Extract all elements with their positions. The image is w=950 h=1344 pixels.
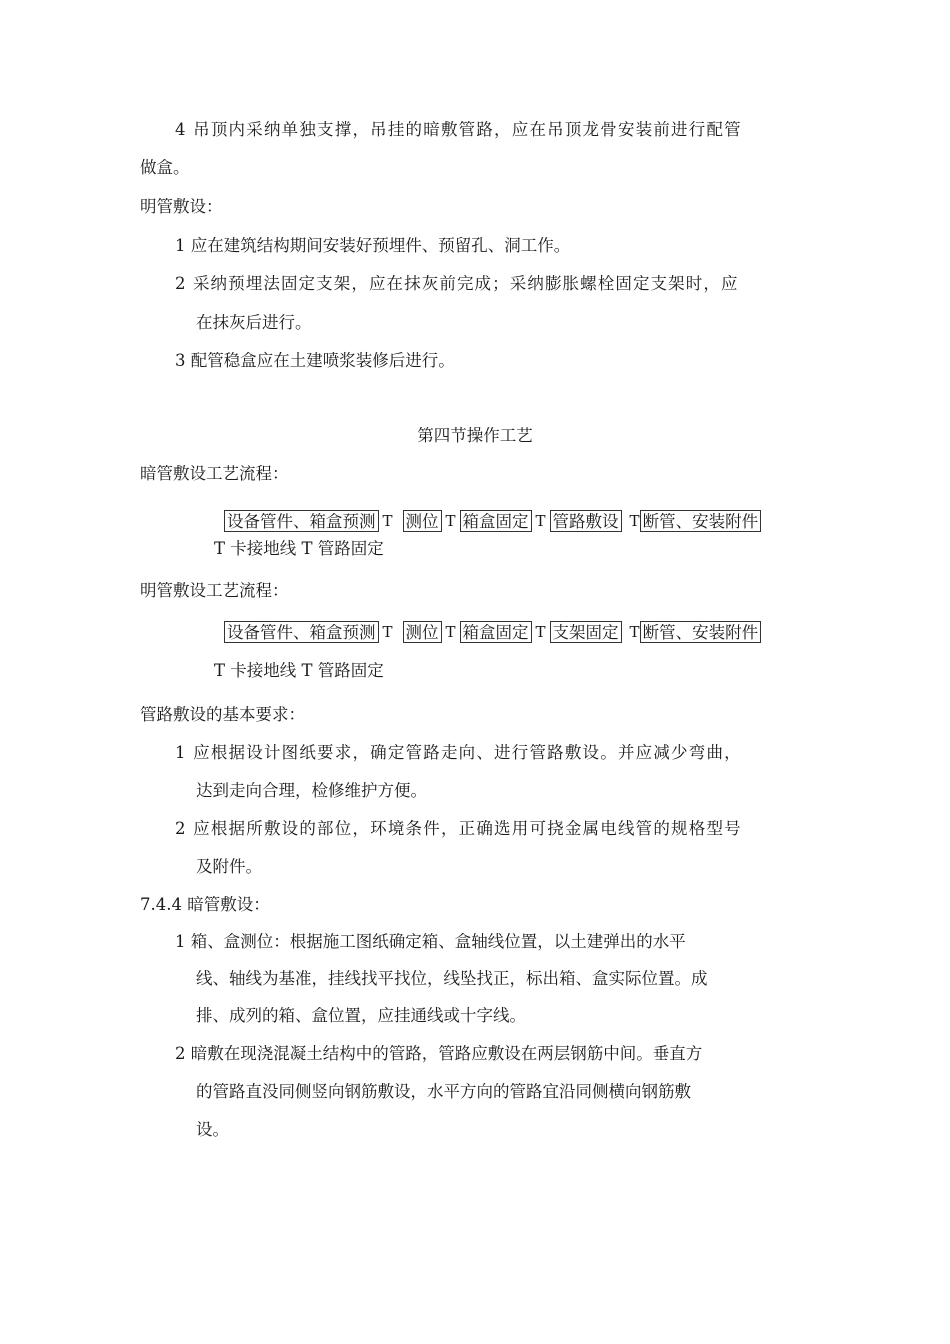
flow-step: 设备管件、箱盒预测 (224, 510, 379, 532)
flow-title: 明管敷设工艺流程： (140, 581, 289, 600)
paragraph-line: 2 采纳预埋法固定支架，应在抹灰前完成；采纳膨胀螺栓固定支架时，应 (175, 274, 739, 293)
section-title: 第四节操作工艺 (417, 426, 533, 445)
flow-arrow: T (445, 512, 456, 530)
flow-arrow: T (445, 623, 456, 641)
paragraph-line: 4 吊顶内采纳单独支撑，吊挂的暗敷管路，应在吊顶龙骨安装前进行配管 (175, 120, 742, 139)
flow-step: 测位 (403, 621, 442, 643)
paragraph-line: 达到走向合理，检修维护方便。 (196, 781, 427, 800)
flow-arrow: T (382, 512, 393, 530)
subsection-title: 7.4.4 暗管敷设： (140, 895, 270, 914)
paragraph-line: 1 应根据设计图纸要求，确定管路走向、进行管路敷设。并应减少弯曲， (175, 743, 742, 762)
flow-step: 断管、安装附件 (640, 621, 762, 643)
paragraph-line: 1 箱、盒测位：根据施工图纸确定箱、盒轴线位置，以土建弹出的水平 (175, 932, 686, 951)
flow-arrow: T (382, 623, 393, 641)
flow-tail: T 卡接地线 T 管路固定 (214, 539, 384, 558)
paragraph-line: 排、成列的箱、盒位置，应挂通线或十字线。 (196, 1006, 526, 1025)
flow-step: 箱盒固定 (460, 510, 532, 532)
subsection-title: 管路敷设的基本要求： (140, 705, 305, 724)
flow-title: 暗管敷设工艺流程： (140, 464, 289, 483)
paragraph-line: 1 应在建筑结构期间安装好预埋件、预留孔、洞工作。 (175, 236, 571, 255)
paragraph-line: 3 配管稳盒应在土建喷浆装修后进行。 (175, 351, 455, 370)
flow-step: 箱盒固定 (460, 621, 532, 643)
paragraph-line: 2 暗敷在现浇混凝土结构中的管路，管路应敷设在两层钢筋中间。垂直方 (175, 1044, 703, 1063)
flow-step: 设备管件、箱盒预测 (224, 621, 379, 643)
flow-arrow: T (629, 512, 640, 530)
paragraph-line: 的管路直没同侧竖向钢筋敷设，水平方向的管路宜沿同侧横向钢筋敷 (196, 1082, 691, 1101)
flow-arrow: T (629, 623, 640, 641)
paragraph-line: 及附件。 (196, 857, 262, 876)
flow-arrow: T (535, 623, 546, 641)
flow-step: 支架固定 (550, 621, 622, 643)
paragraph-line: 在抹灰后进行。 (196, 313, 312, 332)
flow-step: 测位 (403, 510, 442, 532)
flow-step: 管路敷设 (550, 510, 622, 532)
paragraph-line: 线、轴线为基准，挂线找平找位，线坠找正，标出箱、盒实际位置。成 (196, 969, 708, 988)
flow-tail: T 卡接地线 T 管路固定 (214, 661, 384, 680)
process-flow-1 (224, 510, 761, 532)
process-flow-2 (224, 621, 761, 643)
subsection-title: 明管敷设： (140, 197, 223, 216)
paragraph-line: 设。 (196, 1120, 229, 1139)
paragraph-line: 2 应根据所敷设的部位，环境条件，正确选用可挠金属电线管的规格型号 (175, 819, 742, 838)
flow-step: 断管、安装附件 (640, 510, 762, 532)
flow-arrow: T (535, 512, 546, 530)
paragraph-line: 做盒。 (140, 158, 190, 177)
